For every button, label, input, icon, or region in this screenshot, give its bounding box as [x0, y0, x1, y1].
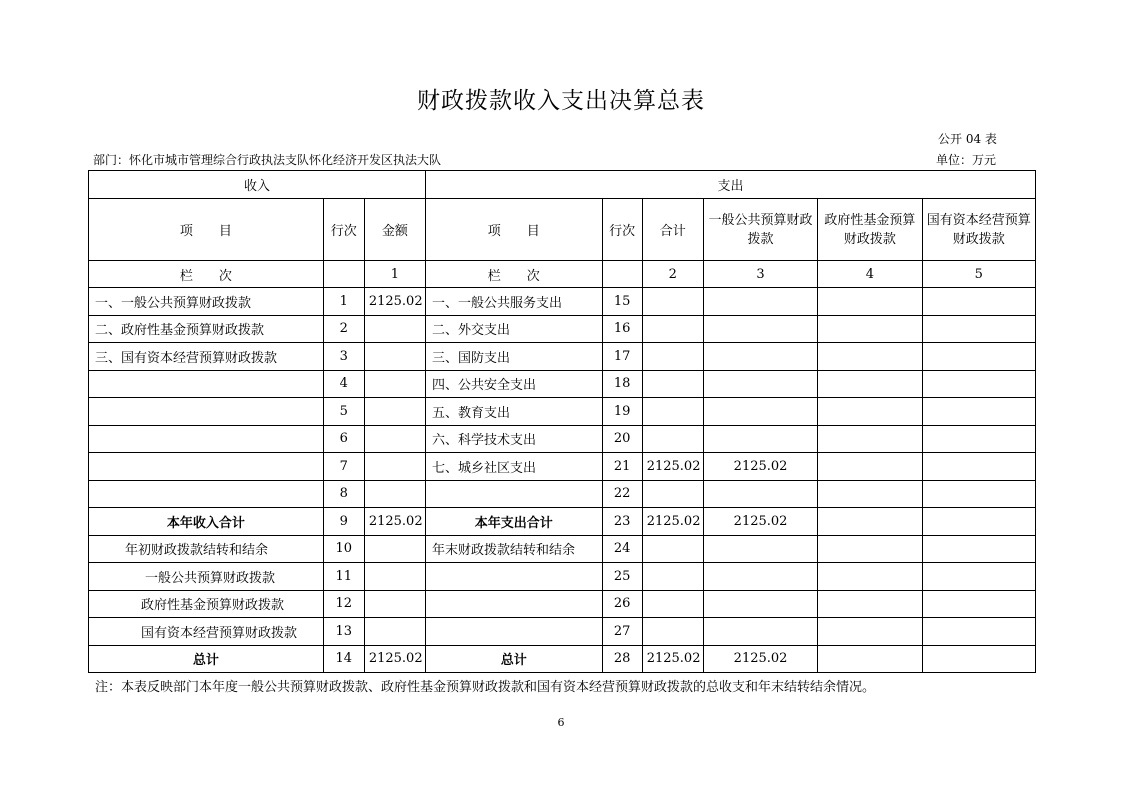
income-item: 年初财政拨款结转和结余: [89, 535, 324, 563]
expense-row-no: 24: [602, 535, 642, 563]
income-item: [89, 425, 324, 453]
income-amount: [364, 343, 425, 371]
subtotal-row: [89, 508, 1036, 536]
column-index-3: 3: [703, 261, 817, 288]
expense-fund: [818, 618, 922, 646]
income-item: 一般公共预算财政拨款: [89, 563, 324, 591]
expense-state: [922, 590, 1035, 618]
income-row-no: 12: [323, 590, 364, 618]
expense-fund: [818, 535, 922, 563]
expense-row-no: 17: [602, 343, 642, 371]
expense-row-no: 27: [602, 618, 642, 646]
income-item: 三、国有资本经营预算财政拨款: [89, 343, 324, 371]
expense-general: [703, 425, 817, 453]
table-code: 公开 04 表: [938, 132, 997, 146]
expense-state: [922, 288, 1035, 316]
income-row-no: 10: [323, 535, 364, 563]
expense-total: 2125.02: [642, 453, 703, 481]
expense-row-no: 20: [602, 425, 642, 453]
expense-state: [922, 508, 1035, 536]
expense-fund: [818, 645, 922, 673]
expense-total: [642, 425, 703, 453]
expense-general: [703, 618, 817, 646]
header-income-item: 项 目: [89, 199, 324, 261]
table-row: [89, 370, 1036, 398]
expense-state: [922, 618, 1035, 646]
expense-row-no: 21: [602, 453, 642, 481]
expense-item: [426, 618, 603, 646]
expense-general: 2125.02: [703, 453, 817, 481]
income-amount: 2125.02: [364, 288, 425, 316]
expense-fund: [818, 590, 922, 618]
expense-group-header: 支出: [426, 171, 1036, 199]
column-index-2: 2: [642, 261, 703, 288]
expense-state: [922, 563, 1035, 591]
expense-general: 2125.02: [703, 645, 817, 673]
table-row: [89, 535, 1036, 563]
income-row-no: 13: [323, 618, 364, 646]
expense-state: [922, 453, 1035, 481]
column-index-label: 栏 次: [89, 261, 324, 288]
expense-fund: [818, 398, 922, 426]
expense-total: [642, 398, 703, 426]
income-item: [89, 453, 324, 481]
expense-state: [922, 343, 1035, 371]
expense-row-no: 22: [602, 480, 642, 508]
header-fund-budget: 政府性基金预算财政拨款: [818, 199, 922, 261]
expense-row-no: 25: [602, 563, 642, 591]
page-number: 6: [557, 716, 565, 729]
expense-general: [703, 370, 817, 398]
expense-general: [703, 398, 817, 426]
expense-item: 二、外交支出: [426, 315, 603, 343]
table-row: [89, 315, 1036, 343]
expense-item: [426, 563, 603, 591]
expense-total: 2125.02: [642, 508, 703, 536]
page-title: 财政拨款收入支出决算总表: [417, 88, 705, 114]
header-state-capital: 国有资本经营预算财政拨款: [922, 199, 1035, 261]
expense-state: [922, 645, 1035, 673]
income-amount: [364, 480, 425, 508]
expense-item: 三、国防支出: [426, 343, 603, 371]
header-expense-total: 合计: [642, 199, 703, 261]
income-row-no: 8: [323, 480, 364, 508]
income-row-no: 7: [323, 453, 364, 481]
expense-general: 2125.02: [703, 508, 817, 536]
column-index-empty: [323, 261, 364, 288]
table-row: [89, 563, 1036, 591]
income-amount: [364, 453, 425, 481]
income-item: 政府性基金预算财政拨款: [89, 590, 324, 618]
expense-fund: [818, 480, 922, 508]
table-row: [89, 590, 1036, 618]
expense-item: 六、科学技术支出: [426, 425, 603, 453]
income-item: [89, 370, 324, 398]
table-row: [89, 480, 1036, 508]
header-income-amount: 金额: [364, 199, 425, 261]
table-row: [89, 618, 1036, 646]
income-subtotal-label: 本年收入合计: [89, 508, 324, 536]
table-row: [89, 453, 1036, 481]
income-amount: [364, 535, 425, 563]
budget-table: [88, 170, 1036, 673]
expense-general: [703, 315, 817, 343]
expense-fund: [818, 563, 922, 591]
column-index-1: 1: [364, 261, 425, 288]
expense-total: [642, 563, 703, 591]
expense-item: 四、公共安全支出: [426, 370, 603, 398]
income-item: 二、政府性基金预算财政拨款: [89, 315, 324, 343]
income-amount: 2125.02: [364, 508, 425, 536]
income-amount: [364, 590, 425, 618]
expense-fund: [818, 453, 922, 481]
expense-total: [642, 590, 703, 618]
income-amount: [364, 618, 425, 646]
expense-item: 一、一般公共服务支出: [426, 288, 603, 316]
department-label: 部门：怀化市城市管理综合行政执法支队怀化经济开发区执法大队: [93, 153, 442, 167]
income-row-no: 14: [323, 645, 364, 673]
expense-general: [703, 480, 817, 508]
column-header-row: [89, 199, 1036, 261]
expense-row-no: 26: [602, 590, 642, 618]
expense-state: [922, 398, 1035, 426]
header-income-row-no: 行次: [323, 199, 364, 261]
table-row: [89, 343, 1036, 371]
expense-total: [642, 315, 703, 343]
expense-total: [642, 535, 703, 563]
table-row: [89, 398, 1036, 426]
expense-row-no: 19: [602, 398, 642, 426]
table-row: [89, 288, 1036, 316]
income-item: 一、一般公共预算财政拨款: [89, 288, 324, 316]
unit-label: 单位：万元: [936, 153, 997, 167]
expense-state: [922, 535, 1035, 563]
expense-total: [642, 343, 703, 371]
column-index-5: 5: [922, 261, 1035, 288]
income-amount: [364, 563, 425, 591]
expense-fund: [818, 508, 922, 536]
income-total-label: 总计: [89, 645, 324, 673]
expense-row-no: 15: [602, 288, 642, 316]
expense-item: 七、城乡社区支出: [426, 453, 603, 481]
expense-general: [703, 535, 817, 563]
header-expense-item: 项 目: [426, 199, 603, 261]
expense-item: 年末财政拨款结转和结余: [426, 535, 603, 563]
expense-state: [922, 370, 1035, 398]
expense-row-no: 18: [602, 370, 642, 398]
expense-state: [922, 425, 1035, 453]
expense-row-no: 28: [602, 645, 642, 673]
income-row-no: 11: [323, 563, 364, 591]
expense-general: [703, 590, 817, 618]
expense-fund: [818, 343, 922, 371]
income-item: [89, 480, 324, 508]
income-amount: 2125.02: [364, 645, 425, 673]
expense-fund: [818, 315, 922, 343]
expense-subtotal-label: 本年支出合计: [426, 508, 603, 536]
expense-general: [703, 288, 817, 316]
expense-fund: [818, 370, 922, 398]
income-amount: [364, 315, 425, 343]
header-expense-row-no: 行次: [602, 199, 642, 261]
column-index-empty-2: [602, 261, 642, 288]
income-amount: [364, 425, 425, 453]
income-group-header: 收入: [89, 171, 426, 199]
income-row-no: 4: [323, 370, 364, 398]
income-amount: [364, 398, 425, 426]
expense-state: [922, 480, 1035, 508]
expense-item: [426, 480, 603, 508]
expense-row-no: 23: [602, 508, 642, 536]
income-row-no: 5: [323, 398, 364, 426]
expense-total: 2125.02: [642, 645, 703, 673]
expense-total: [642, 370, 703, 398]
column-index-label-2: 栏 次: [426, 261, 603, 288]
group-header-row: [89, 171, 1036, 199]
income-row-no: 9: [323, 508, 364, 536]
expense-fund: [818, 425, 922, 453]
expense-total: [642, 480, 703, 508]
expense-state: [922, 315, 1035, 343]
income-row-no: 2: [323, 315, 364, 343]
income-item: [89, 398, 324, 426]
column-index-row: [89, 261, 1036, 288]
column-index-4: 4: [818, 261, 922, 288]
table-row: [89, 425, 1036, 453]
expense-total: [642, 288, 703, 316]
expense-item: 五、教育支出: [426, 398, 603, 426]
expense-fund: [818, 288, 922, 316]
income-row-no: 3: [323, 343, 364, 371]
grand-total-row: [89, 645, 1036, 673]
income-amount: [364, 370, 425, 398]
expense-item: [426, 590, 603, 618]
footnote: 注：本表反映部门本年度一般公共预算财政拨款、政府性基金预算财政拨款和国有资本经营预算财政拨款的总收支和年末结转结余情况。: [95, 680, 876, 695]
income-item: 国有资本经营预算财政拨款: [89, 618, 324, 646]
expense-general: [703, 343, 817, 371]
income-row-no: 6: [323, 425, 364, 453]
income-row-no: 1: [323, 288, 364, 316]
header-general-budget: 一般公共预算财政拨款: [703, 199, 817, 261]
expense-row-no: 16: [602, 315, 642, 343]
expense-total-label: 总计: [426, 645, 603, 673]
expense-general: [703, 563, 817, 591]
expense-total: [642, 618, 703, 646]
